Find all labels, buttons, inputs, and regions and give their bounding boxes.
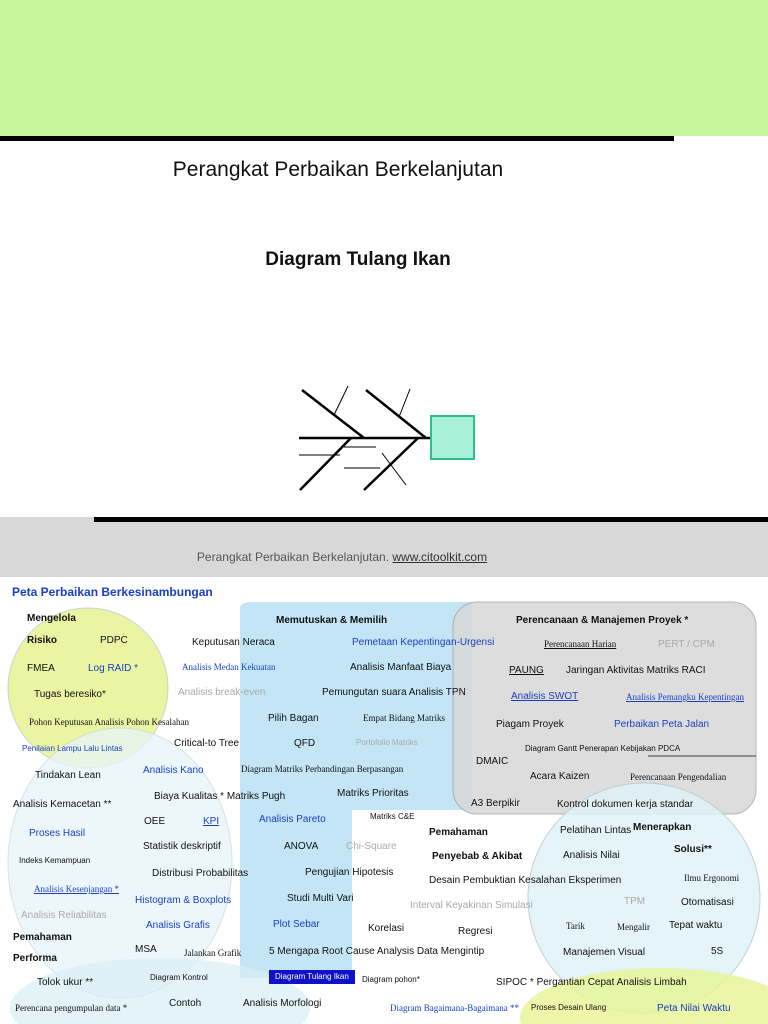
map-item: Tepat waktu [669,920,723,931]
map-item[interactable]: Analisis Kano [143,765,204,776]
top-divider [0,136,674,141]
map-item: A3 Berpikir [471,798,520,809]
map-title: Peta Perbaikan Berkesinambungan [12,585,213,599]
map-item: Korelasi [368,923,405,934]
map-item[interactable]: Perencanaan Harian [544,639,617,649]
map-item: TPM [624,896,646,907]
map-item: DMAIC [476,756,509,767]
map-item: Acara Kaizen [530,771,590,782]
map-item: Manajemen Visual [563,947,646,958]
map-item[interactable]: KPI [203,816,220,827]
map-item: Jalankan Grafik [184,948,242,958]
footer-link[interactable]: www.citoolkit.com [392,550,488,564]
map-item: SIPOC * Pergantian Cepat Analisis Limbah [496,977,687,988]
map-item: Keputusan Neraca [192,637,275,648]
map-item: PDPC [100,635,128,646]
highlight-fishbone[interactable]: Diagram Tulang Ikan [269,970,355,984]
map-item: Mengelola [27,613,76,624]
map-item: Perencanaan Pengendalian [630,772,727,782]
map-item: Diagram pohon* [362,975,420,984]
map-item: ANOVA [284,841,319,852]
map-item: 5S [711,946,724,957]
map-item: Studi Multi Vari [287,893,354,904]
map-item[interactable]: Histogram & Boxplots [135,895,232,906]
map-item: Analisis break-even [178,687,266,698]
map-item: Risiko [27,635,58,646]
map-item[interactable]: Plot Sebar [273,919,320,930]
map-item: Tugas beresiko* [34,689,106,700]
map-item[interactable]: Proses Hasil [29,828,86,839]
map-item: Penyebab & Akibat [432,851,523,862]
map-item[interactable]: Analisis Pareto [259,814,326,825]
map-item[interactable]: Pemetaan Kepentingan-Urgensi [352,637,495,648]
map-item: 5 Mengapa Root Cause Analysis Data Mengintip [269,946,485,957]
map-item: Perencana pengumpulan data * [15,1003,128,1013]
map-item: Indeks Kemampuan [19,856,91,865]
map-item: Analisis Kemacetan ** [13,799,112,810]
map-item: Diagram Matriks Perbandingan Berpasangan [241,764,404,774]
map-item: Proses Desain Ulang [531,1003,607,1012]
map-item: Kontrol dokumen kerja standar [557,799,694,810]
map-item: Distribusi Probabilitas [152,868,249,879]
map-item[interactable]: Penilaian Lampu Lalu Lintas [22,744,123,753]
footer-text: Perangkat Perbaikan Berkelanjutan. [196,550,390,564]
map-item: Pelatihan Lintas [560,825,632,836]
map-item[interactable]: Analisis Pemangku Kepentingan [626,692,744,702]
map-item: Menerapkan [633,822,692,833]
map-item: Piagam Proyek [496,719,564,730]
map-item: Perencanaan & Manajemen Proyek * [516,615,689,626]
map-item: Tindakan Lean [35,770,101,781]
map-item: Diagram Kontrol [150,973,208,982]
map-item: MSA [135,944,157,955]
map-item: Chi-Square [346,841,397,852]
map-item: Ilmu Ergonomi [684,873,740,883]
map-item: Analisis Morfologi [243,998,322,1009]
footer-credit [0,550,684,564]
map-item: Performa [13,953,57,964]
map-item[interactable]: Log RAID * [88,663,139,674]
map-item: Otomatisasi [681,897,734,908]
improvement-map [0,578,768,1024]
map-item[interactable]: Analisis Kesenjangan * [34,884,119,894]
map-item: Desain Pembuktian Kesalahan Eksperimen [429,875,622,886]
map-item: Pemahaman [13,932,72,943]
map-item: Critical-to Tree [174,738,240,749]
map-item[interactable]: PAUNG [509,665,544,676]
map-item: Solusi** [674,844,712,855]
map-item: Empat Bidang Matriks [363,713,445,723]
map-item: Analisis Manfaat Biaya [350,662,452,673]
map-item: Biaya Kualitas * Matriks Pugh [154,791,286,802]
map-item: QFD [294,738,316,749]
map-item: Matriks C&E [370,812,415,821]
map-item: Contoh [169,998,202,1009]
map-item[interactable]: Peta Nilai Waktu [657,1003,731,1014]
map-item: Analisis Nilai [563,850,620,861]
map-item: Interval Keyakinan Simulasi [410,900,533,911]
map-item: Memutuskan & Memilih [276,615,388,626]
map-item: Portofolio Matriks [356,738,418,747]
map-item: PERT / CPM [658,639,715,650]
map-item: Diagram Gantt Penerapan Kebijakan PDCA [525,744,681,753]
map-item: Pilih Bagan [268,713,319,724]
map-item: OEE [144,816,166,827]
map-item: Pemungutan suara Analisis TPN [322,687,466,698]
map-item[interactable]: Analisis Grafis [146,920,210,931]
middle-divider [94,517,768,522]
map-item: Pengujian Hipotesis [305,867,394,878]
fishbone-icon [296,382,478,494]
map-item: Tolok ukur ** [37,977,94,988]
map-item: Tarik [566,921,585,931]
map-item: FMEA [27,663,55,674]
map-item[interactable]: Analisis SWOT [511,691,579,702]
map-item: Regresi [458,926,493,937]
map-item: Statistik deskriptif [143,841,221,852]
map-item: Analisis Reliabilitas [21,910,107,921]
map-item[interactable]: Analisis Medan Kekuatan [182,662,276,672]
map-item: Jaringan Aktivitas Matriks RACI [566,665,706,676]
map-item: Pemahaman [429,827,488,838]
map-item: Mengalir [617,922,650,932]
footer-band [0,517,768,577]
map-item: Matriks Prioritas [337,788,409,799]
map-item[interactable]: Diagram Bagaimana-Bagaimana ** [390,1003,519,1013]
page-title: Perangkat Perbaikan Berkelanjutan [172,158,504,181]
map-item: Pohon Keputusan Analisis Pohon Kesalahan [29,717,189,727]
top-green-band [0,0,768,136]
map-item[interactable]: Perbaikan Peta Jalan [614,719,710,730]
page-subtitle: Diagram Tulang Ikan [265,249,451,270]
